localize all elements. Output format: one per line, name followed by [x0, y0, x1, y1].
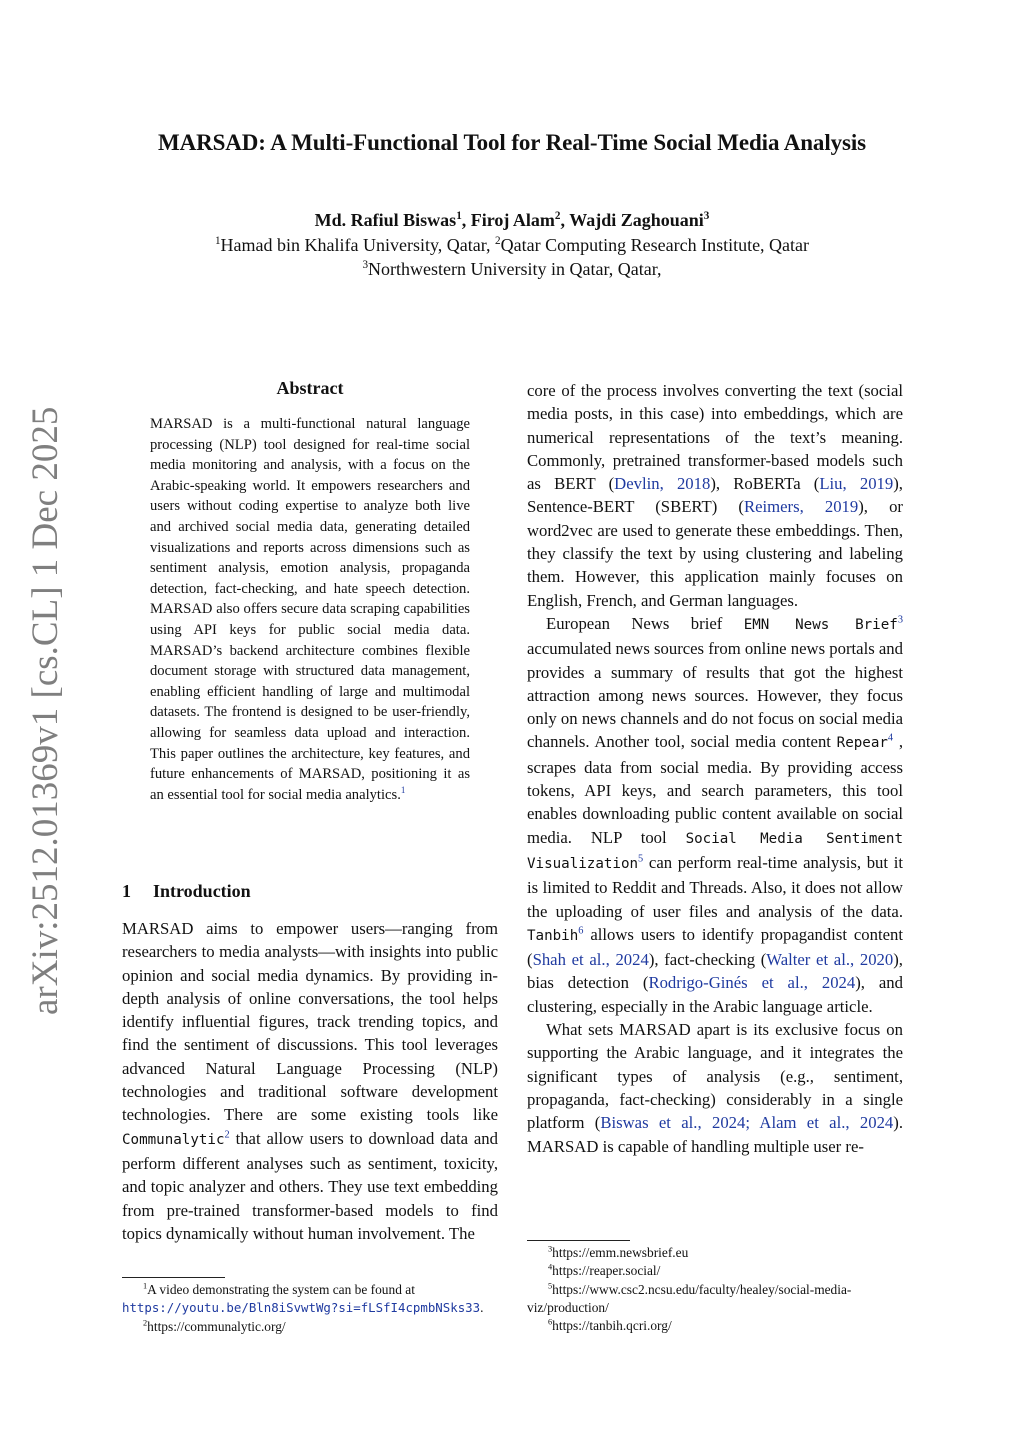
abstract-heading: Abstract	[276, 378, 344, 398]
footnote	[122, 1281, 498, 1318]
footnote-number: 1	[143, 1281, 148, 1291]
footnote	[527, 1281, 903, 1318]
abstract-body	[150, 414, 470, 805]
footnote-text: A video demonstrating the system can be found at	[147, 1282, 415, 1297]
footnote-divider	[122, 1277, 225, 1278]
author-name: Firoj Alam	[470, 210, 555, 230]
body-text: accumulated news sources from online news portals and provides a summary of results that got the highest attraction among news sources. However, they focus only on news channels and do not focus on social media channels. Another tool, social media content	[527, 639, 903, 752]
footnote	[527, 1262, 903, 1280]
footnote-marker[interactable]: 3	[897, 614, 903, 626]
footnote-marker[interactable]: 4	[887, 732, 894, 744]
footnotes-left	[122, 1277, 498, 1336]
citation-link[interactable]: Rodrigo-Ginés et al., 2024	[648, 973, 856, 993]
arxiv-identifier: arXiv:2512.01369v1 [cs.CL] 1 Dec 2025	[25, 406, 66, 1015]
citation-link[interactable]: Reimers, 2019	[743, 497, 859, 517]
affiliation-mark: 3	[362, 259, 369, 271]
body-text: ), Sentence-BERT (SBERT) (	[527, 474, 903, 517]
footnote-number: 5	[548, 1281, 553, 1291]
footnote-marker[interactable]: 5	[638, 853, 644, 865]
tool-name: Communalytic	[122, 1131, 225, 1148]
tool-name: Social Media Sentiment Visualization	[527, 830, 903, 872]
footnote-text: https://communalytic.org/	[147, 1318, 286, 1334]
footnote-marker[interactable]: 2	[224, 1129, 230, 1141]
footnote-url[interactable]: https://www.csc2.ncsu.edu/faculty/healey/social-media-viz/production/	[527, 1281, 852, 1315]
footnote-divider	[527, 1240, 630, 1241]
affiliation-mark: 3	[703, 210, 710, 222]
intro-paragraph	[527, 379, 903, 612]
abstract-text: MARSAD is a multi-functional natural language processing (NLP) tool designed for real-time social media monitoring and analysis, with a focus on the Arabic-speaking world. It empowers researchers and users without coding expertise to analyze both live and archived social media data, generating detailed visualizations and reports across dimensions such as sentiment analysis, emotion analysis, propaganda detection, fact-checking, and hate speech detection. MARSAD also offers secure data scraping capabilities using API keys for public social media data. MARSAD’s backend architecture combines flexible document storage with structured data management, enabling efficient handling of large and multimodal datasets. The frontend is designed to be user-friendly, allowing for seamless data upload and interaction. This paper outlines the architecture, key features, and future enhancements of MARSAD, positioning it as an essential tool for social media analytics.	[150, 416, 470, 803]
footnote-url[interactable]: https://emm.newsbrief.eu	[552, 1245, 689, 1260]
footnote-url[interactable]: https://tanbih.qcri.org/	[552, 1318, 672, 1334]
affiliation-line-2	[0, 259, 1024, 280]
citation-link[interactable]: Liu, 2019	[819, 474, 894, 494]
footnote-number: 2	[143, 1318, 148, 1328]
affiliation-mark: 1	[214, 235, 221, 247]
tool-name: Repear	[836, 735, 888, 752]
footnote	[527, 1317, 903, 1335]
affiliation-mark: 1	[456, 210, 462, 222]
tool-name: Tanbih	[527, 927, 579, 944]
footnote-number: 6	[548, 1317, 553, 1327]
body-text: ), RoBERTa (	[710, 474, 820, 494]
affiliation-line-1	[0, 235, 1024, 256]
intro-paragraph	[527, 1018, 903, 1158]
affiliation-mark: 2	[554, 210, 561, 222]
intro-paragraph	[122, 917, 498, 1245]
body-text: core of the process involves converting the text (social media posts, in this case) into embeddings, which are numerical representations of the text’s meaning. Commonly, pretrained transformer-based models such as BERT (	[527, 381, 903, 494]
body-text: can perform real-time analysis, but it is limited to Reddit and Threads. Also, it does not allow the uploading of user files and analysis of the data.	[527, 852, 903, 921]
author-name: Wajdi Zaghouani	[569, 210, 704, 230]
footnote-number: 4	[548, 1262, 553, 1272]
footnote-url-link[interactable]: https://youtu.be/Bln8iSvwtWg?si=fLSfI4cpmbNSks33	[122, 1300, 481, 1316]
paper-title: MARSAD: A Multi-Functional Tool for Real-Time Social Media Analysis	[157, 130, 867, 155]
body-text: ), and clustering, especially in the Arabic language article.	[527, 973, 903, 1016]
section-heading-introduction	[122, 881, 251, 902]
tool-name: EMN News Brief	[743, 616, 898, 633]
body-text: , scrapes data from social media. By providing access tokens, API keys, and search parameters, this tool enables downloading public content available on social media. NLP tool	[527, 732, 903, 847]
footnote-url[interactable]: https://reaper.social/	[552, 1263, 661, 1279]
body-text: MARSAD aims to empower users—ranging from researchers to media analysts—with insights into public opinion and social media dynamics. By providing in-depth analysis of online conversations, the tool helps identify influential figures, track trending topics, and find the sentiment of discussions. This tool leverages advanced Natural Language Processing (NLP) technologies and traditional software development technologies. There are some existing tools like	[122, 919, 498, 1125]
footnote-marker[interactable]: 6	[578, 925, 584, 937]
footnote-marker-1[interactable]: 1	[400, 784, 406, 795]
author-list: Md. Rafiul Biswas$^1$, Firoj Alam$^2$, Wajdi Zaghouani$^3$	[314, 210, 710, 230]
body-text: What sets MARSAD apart is its exclusive focus on supporting the Arabic language, and it integrates the significant types of analysis (e.g., sentiment, propaganda, fact-checking) considerably in a single platform (	[527, 1020, 903, 1133]
citation-link[interactable]: Shah et al., 2024	[532, 950, 649, 970]
intro-paragraph	[527, 612, 903, 1018]
intro-right-column	[527, 379, 903, 1158]
footnote-text: .	[480, 1300, 484, 1316]
body-text: ), bias detection (	[527, 950, 903, 993]
section-title: Introduction	[153, 881, 251, 901]
footnote	[122, 1318, 498, 1336]
citation-link[interactable]: Biswas et al., 2024; Alam et al., 2024	[600, 1113, 894, 1133]
citation-link[interactable]: Walter et al., 2020	[766, 950, 894, 970]
intro-left-column	[122, 917, 498, 1245]
body-text: European News brief	[546, 613, 744, 633]
author-name: Md. Rafiul Biswas	[314, 210, 457, 230]
body-text: allows users to identify propagandist content (	[527, 924, 903, 970]
body-text: ), or word2vec are used to generate these embeddings. Then, they classify the text by using clustering and labeling them. However, this application mainly focuses on English, French, and German languages.	[527, 497, 903, 610]
footnote-number: 3	[548, 1244, 553, 1254]
body-text: ). MARSAD is capable of handling multiple user re-	[527, 1113, 903, 1156]
citation-link[interactable]: Devlin, 2018	[614, 474, 711, 494]
body-text: ), fact-checking (	[648, 950, 767, 970]
footnotes-right	[527, 1240, 903, 1335]
affiliation-text: Qatar Computing Research Institute, Qatar	[500, 235, 810, 255]
affiliation-text: Hamad bin Khalifa University, Qatar,	[220, 235, 496, 255]
affiliation-mark: 2	[495, 235, 501, 247]
body-text: that allow users to download data and perform different analyses such as sentiment, toxicity, and topic analyzer and others. They use text embedding from pre-trained transformer-based models to find topics dynamically without human involvement. The	[122, 1128, 498, 1243]
section-number: 1	[122, 881, 131, 901]
affiliation-text: Northwestern University in Qatar, Qatar,	[368, 259, 662, 279]
footnote	[527, 1244, 903, 1262]
